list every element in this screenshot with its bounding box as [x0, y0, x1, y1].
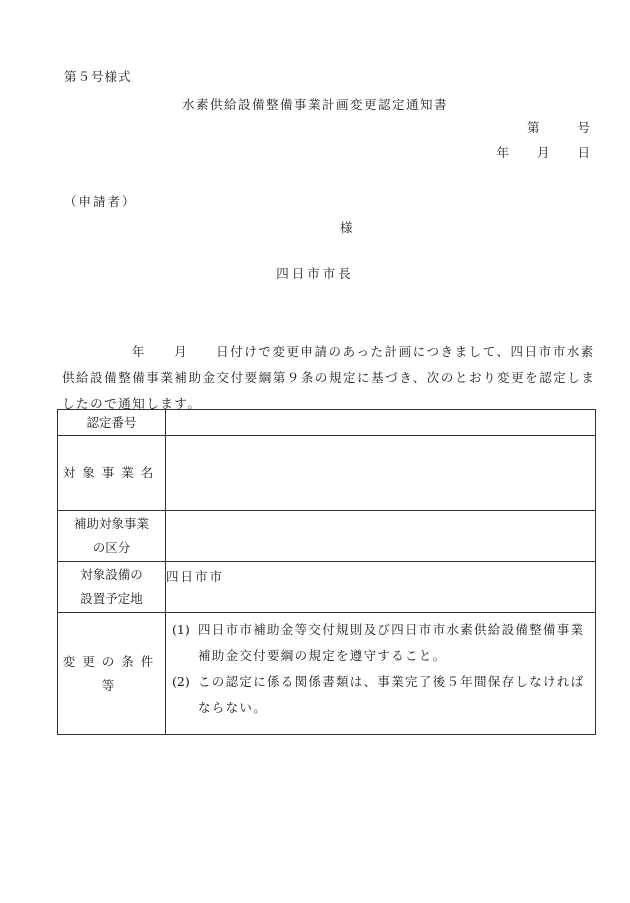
- table-row-cert-number: [58, 410, 596, 436]
- value-conditions: [166, 613, 596, 735]
- issuer-name: 四日市市長: [276, 266, 354, 281]
- label-installation-site-line2: 設置予定地: [80, 591, 143, 606]
- condition-item: [172, 669, 587, 721]
- condition-number: (2): [172, 674, 190, 689]
- condition-text-line: この認定に係る関係書類は、事業完了後５年間保存しなければ: [198, 674, 585, 689]
- document-number-line: [527, 118, 590, 136]
- value-subsidy-category: [166, 511, 596, 562]
- condition-text-line: ならない。: [198, 700, 268, 715]
- label-subsidy-category: [58, 511, 166, 562]
- certification-table: [57, 409, 596, 735]
- table-row-conditions: [58, 613, 596, 735]
- document-title: 水素供給設備整備事業計画変更認定通知書: [181, 97, 448, 112]
- date-day: 日: [577, 145, 590, 160]
- condition-item: [172, 617, 587, 669]
- body-line-2: 供給設備整備事業補助金交付要綱第９条の規定に基づき、次のとおり変更を認定しま: [62, 370, 596, 385]
- notice-body: [62, 339, 602, 417]
- applicant-label: （申請者）: [64, 194, 137, 209]
- date-month: 月: [536, 145, 550, 160]
- table-row-project-name: [58, 436, 596, 511]
- value-cert-number: [166, 410, 596, 436]
- date-line: [496, 143, 590, 161]
- body-line-3: したので通知します。: [62, 396, 202, 411]
- condition-text-line: 四日市市補助金等交付規則及び四日市市水素供給設備整備事業: [198, 622, 585, 637]
- form-number: 第５号様式: [64, 69, 132, 84]
- body-month: 月: [174, 344, 189, 359]
- number-dai: 第: [526, 120, 540, 135]
- label-project-name: 対象事業名: [58, 436, 166, 511]
- label-cert-number: 認定番号: [58, 410, 166, 436]
- label-installation-site-line1: 対象設備の: [80, 567, 143, 582]
- body-year: 年: [132, 344, 147, 359]
- value-project-name: [166, 436, 596, 511]
- condition-number: (1): [172, 622, 190, 637]
- table-row-installation-site: [58, 562, 596, 613]
- condition-text-line: 補助金交付要綱の規定を遵守すること。: [198, 648, 447, 663]
- body-line-1: [62, 339, 602, 365]
- number-go: 号: [577, 120, 590, 135]
- conditions-list: [166, 613, 595, 721]
- table-row-subsidy-category: [58, 511, 596, 562]
- label-installation-site: [58, 562, 166, 613]
- date-year: 年: [496, 145, 509, 160]
- label-subsidy-category-line2: の区分: [92, 540, 131, 555]
- body-line-1-text: 日付けで変更申請のあった計画につきまして、四日市市水素: [216, 344, 595, 359]
- value-installation-site: 四日市市: [166, 562, 596, 613]
- label-conditions: 変更の条件等: [58, 613, 166, 735]
- label-subsidy-category-line1: 補助対象事業: [73, 516, 149, 531]
- honorific-sama: 様: [340, 220, 353, 235]
